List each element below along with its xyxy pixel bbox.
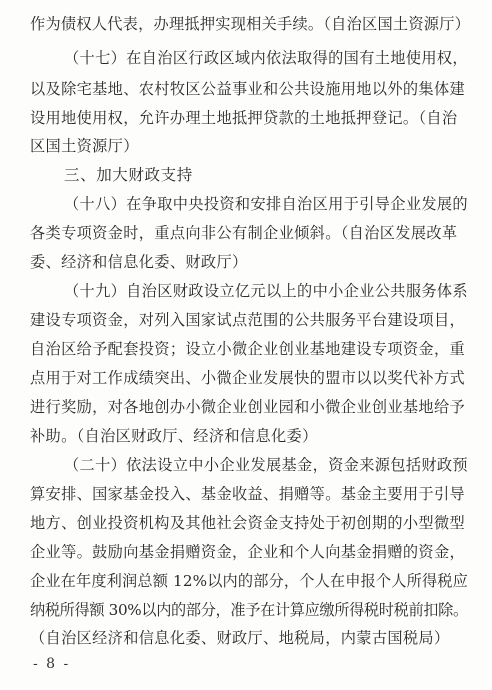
page-number: - 8 - [33,656,71,672]
text-line: 委、经济和信息化委、财政厅） [30,253,248,271]
text-line: （自治区经济和信息化委、财政厅、地税局，内蒙古国税局） [30,629,450,647]
text-line: （十七）在自治区行政区域内依法取得的国有土地使用权， [64,49,468,67]
text-line: 点用于对工作成绩突出、小微企业发展快的盟市以以奖代补方式 [30,369,466,387]
text-line: 自治区给予配套投资；设立小微企业创业基地建设专项资金，重 [30,340,466,358]
text-line: （十八）在争取中央投资和安排自治区用于引导企业发展的 [64,195,468,213]
text-line: 设用地使用权，允许办理土地抵押贷款的土地抵押登记。（自治 [30,109,458,127]
text-line: 以及除宅基地、农村牧区公益事业和公共设施用地以外的集体建 [30,80,466,98]
text-line: 算安排、国家基金投入、基金收益、捐赠等。基金主要用于引导 [30,485,466,503]
text-line: （二十）依法设立中小企业发展基金，资金来源包括财政预 [64,456,468,474]
text-line: 补助。（自治区财政厅、经济和信息化委） [30,427,318,445]
section-heading: 三、加大财政支持 [64,166,193,184]
text-line: 进行奖励，对各地创办小微企业创业园和小微企业创业基地给予 [30,398,466,416]
text-line: 企业在年度利润总额 12%以内的部分，个人在申报个人所得税应 [30,572,468,590]
text-line: （十九）自治区财政设立亿元以上的中小企业公共服务体系 [64,282,468,300]
text-line: 区国土资源厅） [30,137,139,155]
text-line: 作为债权人代表，办理抵押实现相关手续。（自治区国土资源厅） [30,15,471,33]
text-line: 地方、创业投资机构及其他社会资金支持处于初创期的小型微型 [30,514,466,532]
text-line: 各类专项资金时，重点向非公有制企业倾斜。（自治区发展改革 [30,224,458,242]
text-line: 纳税所得额 30%以内的部分，准予在计算应缴所得税时税前扣除。 [30,601,468,619]
text-line: 企业等。鼓励向基金捐赠资金，企业和个人向基金捐赠的资金， [30,543,466,561]
text-line: 建设专项资金，对列入国家试点范围的公共服务平台建设项目， [30,311,466,329]
